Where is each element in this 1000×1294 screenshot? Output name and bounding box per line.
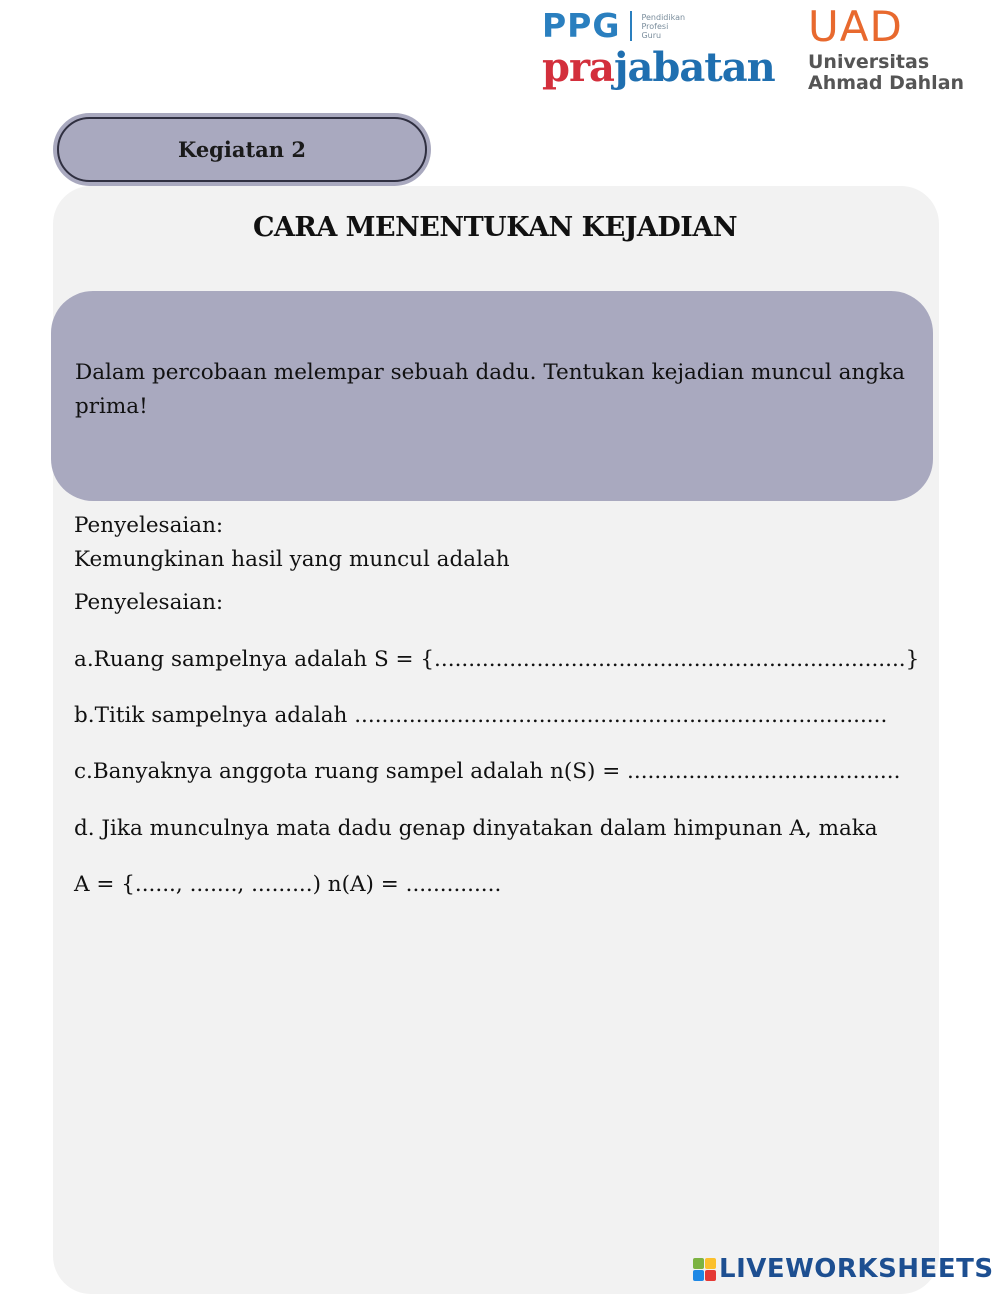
worksheet-title: CARA MENENTUKAN KEJADIAN	[252, 212, 738, 243]
item-d-event-statement: d. Jika munculnya mata dadu genap dinyatakan dalam himpunan A, maka	[74, 816, 878, 841]
uad-logo-word: UAD	[808, 2, 903, 51]
ppg-logo-subtitle: Pendidikan Profesi Guru	[641, 12, 686, 40]
ppg-logo-word: PPG	[542, 6, 621, 45]
item-c-sample-count: c.Banyaknya anggota ruang sampel adalah n(S) = ........................................	[74, 759, 901, 784]
ppg-prajabatan-logo	[542, 6, 775, 98]
solution-heading-1: Penyelesaian:	[74, 513, 224, 538]
activity-badge	[53, 113, 431, 186]
item-b-sample-points: b.Titik sampelnya adalah ..............................................................................	[74, 703, 888, 728]
ppg-logo-divider	[630, 11, 632, 41]
outcomes-text: Kemungkinan hasil yang muncul adalah	[74, 547, 510, 572]
liveworksheets-watermark	[693, 1254, 994, 1284]
activity-label: Kegiatan 2	[178, 137, 306, 162]
uad-logo-line2: Ahmad Dahlan	[808, 72, 965, 94]
item-a-sample-space: a.Ruang sampelnya adalah S = {.....................................................................}	[74, 647, 920, 672]
liveworksheets-icon	[693, 1258, 715, 1280]
uad-logo	[808, 2, 988, 102]
item-d-event-set: A = {......, ......., .........) n(A) = ..............	[74, 872, 502, 897]
question-text: Dalam percobaan melempar sebuah dadu. Tentukan kejadian muncul angka prima!	[75, 360, 905, 419]
prajabatan-wordmark: prajabatan	[542, 44, 775, 91]
uad-logo-line1: Universitas	[808, 51, 930, 73]
liveworksheets-text: LIVEWORKSHEETS	[719, 1254, 994, 1284]
solution-heading-2: Penyelesaian:	[74, 590, 224, 615]
